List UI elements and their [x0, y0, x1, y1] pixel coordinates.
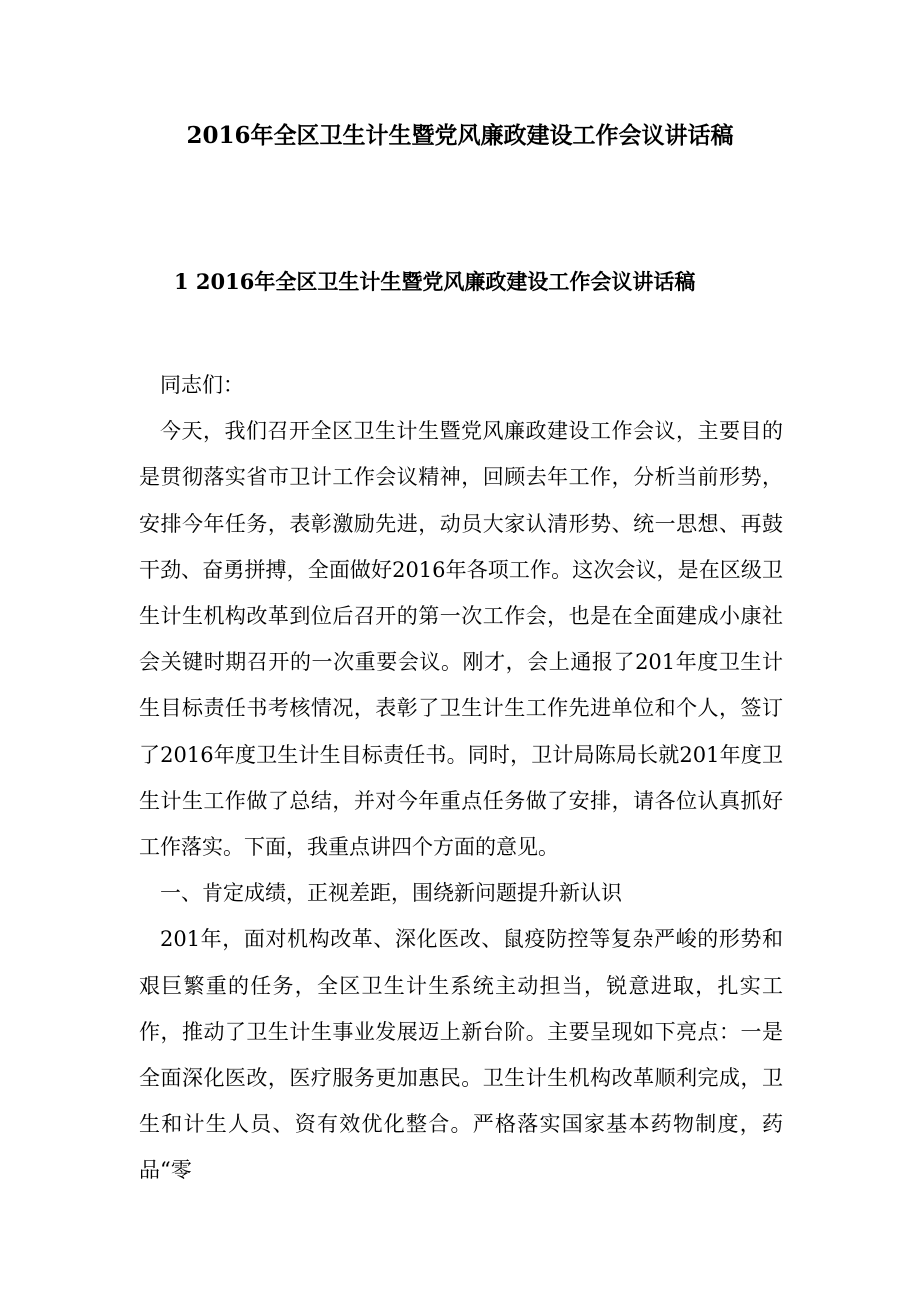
document-body	[139, 362, 783, 1194]
salutation-paragraph: 同志们：	[160, 373, 244, 397]
document-title: 2016年全区卫生计生暨党风廉政建设工作会议讲话稿	[186, 122, 734, 149]
section-title: 1 2016年全区卫生计生暨党风廉政建设工作会议讲话稿	[174, 269, 696, 294]
body-paragraph: 今天，我们召开全区卫生计生暨党风廉政建设工作会议，主要目的是贯彻落实省市卫计工作会议精神，回顾去年工作，分析当前形势，安排今年任务，表彰激励先进，动员大家认清形势、统一思想、再鼓干劲、奋勇拼搏，全面做好2016年各项工作。这次会议，是在区级卫生计生机构改革到位后召开的第一次工作会，也是在全面建成小康社会关键时期召开的一次重要会议。刚才，会上通报了201年度卫生计生目标责任书考核情况，表彰了卫生计生工作先进单位和个人，签订了2016年度卫生计生目标责任书。同时，卫计局陈局长就201年度卫生计生工作做了总结，并对今年重点任务做了安排，请各位认真抓好工作落实。下面，我重点讲四个方面的意见。	[139, 419, 783, 860]
heading-paragraph: 一、肯定成绩，正视差距，围绕新问题提升新认识	[160, 881, 622, 906]
body-paragraph: 201年，面对机构改革、深化医改、鼠疫防控等复杂严峻的形势和艰巨繁重的任务，全区卫生计生系统主动担当，锐意进取，扎实工作，推动了卫生计生事业发展迈上新台阶。主要呈现如下亮点：一是全面深化医改，医疗服务更加惠民。卫生计生机构改革顺利完成，卫生和计生人员、资有效优化整合。严格落实国家基本药物制度，药品“零	[139, 927, 783, 1183]
